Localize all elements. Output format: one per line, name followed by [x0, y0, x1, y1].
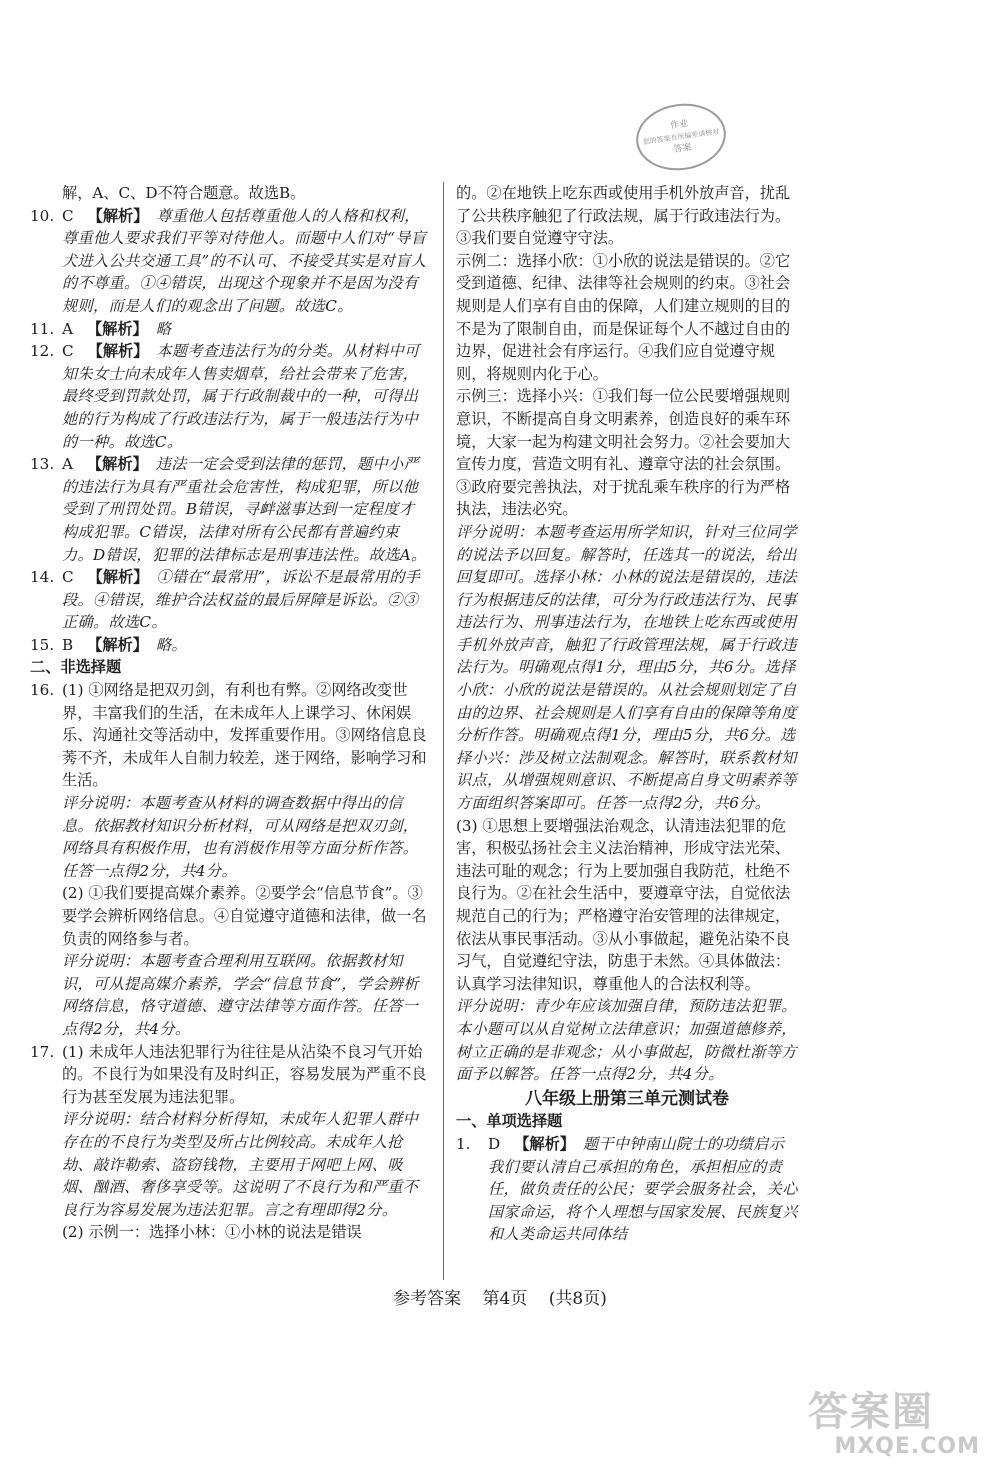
answer-q16	[30, 679, 428, 1041]
scoring-note-q17-3: 评分说明：青少年应该加强自律，预防违法犯罪。本小题可以从自觉树立法律意识；加强道德修养，树立正确的是非观念；从小事做起，防微杜渐等方面予以解答。任答一点得2分，共4分。	[456, 997, 797, 1084]
analysis-tag: 【解析】	[87, 568, 149, 587]
answer-part-1: (1) 未成年人违法犯罪行为往往是从沾染不良习气开始的。不良行为如果没有及时纠正，容易发展为严重不良行为甚至发展为违法犯罪。	[62, 1042, 427, 1106]
answer-unit3-q1	[456, 1133, 798, 1246]
analysis-tag: 【解析】	[87, 342, 149, 361]
analysis-tag: 【解析】	[86, 319, 148, 338]
analysis-text: 略。	[155, 635, 187, 654]
watermark-domain: MXQE.COM	[834, 1434, 980, 1459]
question-number: 13.	[30, 455, 55, 474]
homework-stamp	[632, 98, 730, 176]
question-number: 14.	[30, 568, 55, 587]
stamp-line-3: 答案	[673, 142, 693, 156]
analysis-tag: 【解析】	[514, 1134, 575, 1153]
site-watermark	[808, 1390, 988, 1468]
answer-part-2: (2) 示例一：选择小林：①小林的说法是错误	[62, 1223, 362, 1242]
example-2-text: 示例二：选择小欣：①小欣的说法是错误的。②它受到道德、纪律、法律等社会规则的约束。③社会规则是人们享有自由的保障，人们建立规则的目的不是为了限制自由，而是保证每个人不越过自由的边界，促进社会有序运行。④我们应自觉遵守规则，将规则内化于心。	[456, 251, 791, 383]
stamp-line-1: 作业	[669, 118, 689, 132]
question-number: 17.	[30, 1042, 55, 1061]
answer-q15	[30, 634, 428, 657]
footer-page-number: 第4页	[482, 1289, 528, 1309]
footer-total-pages: (共8页)	[548, 1289, 607, 1309]
answer-q13	[30, 453, 428, 566]
scoring-note-2: 评分说明：本题考查合理利用互联网。依据教材知识，可从提高媒介素养，学会“信息节食”，学会辨析网络信息，恪守道德、遵守法律等方面作答。任答一点得2分，共4分。	[62, 952, 419, 1038]
analysis-tag: 【解析】	[87, 635, 148, 654]
answer-q14	[30, 566, 428, 634]
answer-letter: C	[62, 206, 74, 225]
analysis-text: 尊重他人包括尊重他人的人格和权利，尊重他人要求我们平等对待他人。而题中人们对“导盲犬进入公共交通工具”的不认可、不接受其实是对盲人的不尊重。①④错误，出现这个现象并不是因为没有规则，而是人们的观念出了问题。故选C。	[62, 206, 427, 315]
answer-q17	[30, 1041, 428, 1244]
watermark-logo-text: 答案圈	[808, 1389, 934, 1435]
question-number: 1.	[456, 1134, 471, 1153]
analysis-text: ①错在“最常用”，诉讼不是最常用的手段。④错误，维护合法权益的最后屏障是诉讼。②③正确。故选C。	[62, 568, 421, 632]
analysis-tag: 【解析】	[87, 206, 149, 225]
stamp-line-2: 您的答案有所偏差请核对	[642, 127, 720, 147]
question-number: 10.	[30, 206, 55, 225]
answer-letter: C	[62, 342, 74, 361]
question-number: 15.	[30, 635, 55, 654]
column-divider	[443, 182, 444, 1280]
section-heading-single-choice: 一、单项选择题	[456, 1112, 563, 1131]
footer-label: 参考答案	[393, 1289, 462, 1309]
analysis-text: 题干中钟南山院士的功绩启示我们要认清自己承担的角色，承担相应的责任，做负责任的公民；要学会服务社会，关心国家命运，将个人理想与国家发展、民族复兴和人类命运共同体结	[488, 1134, 798, 1244]
example-2	[456, 250, 798, 386]
question-number: 12.	[30, 342, 55, 361]
answer-letter: B	[62, 635, 74, 654]
section-heading-non-choice: 二、非选择题	[30, 658, 122, 677]
scoring-note-1: 评分说明：本题考查从材料的调查数据中得出的信息。依据教材知识分析材料，可从网络是把双刃剑，网络具有积极作用，也有消极作用等方面分析作答。任答一点得2分，共4分。	[62, 794, 419, 880]
answer-letter: C	[62, 568, 74, 587]
question-number: 16.	[30, 681, 55, 700]
left-column	[30, 182, 428, 1244]
answer-letter: D	[488, 1134, 501, 1153]
page-footer	[0, 1284, 1000, 1309]
q9-continuation: 解，A、C、D不符合题意。故选B。	[62, 184, 306, 202]
analysis-text: 略	[155, 319, 172, 338]
analysis-text: 违法一定会受到法律的惩罚，题中小严的违法行为具有严重社会危害性，构成犯罪，所以他受到了刑罚处罚。B错误，寻衅滋事达到一定程度才构成犯罪。C错误，法律对所有公民都有普遍约束力。D错误，犯罪的法律标志是刑事违法性。故选A。	[62, 455, 427, 564]
answer-q12	[30, 340, 428, 453]
analysis-tag: 【解析】	[86, 455, 148, 474]
answer-q17-part-3: (3) ①思想上要增强法治观念，认清违法犯罪的危害，积极弘扬社会主义法治精神，形成守法光荣、违法可耻的观念；行为上要加强自我防范，杜绝不良行为。②在社会生活中，要遵章守法，自觉依法规范自己的行为；严格遵守治安管理的法律规定，依法从事民事活动。③从小事做起，避免沾染不良习气，自觉遵纪守法，防患于未然。④具体做法：认真学习法律知识，尊重他人的合法权利等。	[456, 816, 791, 993]
right-column	[456, 182, 798, 1246]
unit-test-title: 八年级上册第三单元测试卷	[525, 1088, 729, 1109]
question-number: 11.	[30, 319, 55, 338]
example-3: 示例三：选择小兴：①我们每一位公民要增强规则意识，不断提高自身文明素养，创造良好的乘车环境，大家一起为构建文明社会努力。②社会要加大宣传力度，营造文明有礼、遵章守法的社会氛围。③政府要完善执法，对于扰乱乘车秩序的行为严格执法，违法必究。	[456, 387, 791, 519]
answer-part-2: (2) ①我们要提高媒介素养。②要学会“信息节食”。③要学会辨析网络信息。④自觉遵守道德和法律，做一名负责的网络参与者。	[62, 884, 427, 948]
analysis-text: 本题考查违法行为的分类。从材料中可知朱女士向未成年人售卖烟草，给社会带来了危害，最终受到罚款处罚，属于行政制裁中的一种，可得出她的行为构成了行政违法行为，属于一般违法行为中的一种。故选C。	[62, 342, 420, 451]
answer-letter: A	[62, 455, 73, 474]
answer-q11	[30, 318, 428, 341]
example-1-continuation: 的。②在地铁上吃东西或使用手机外放声音，扰乱了公共秩序触犯了行政法规，属于行政违法行为。③我们要自觉遵守守法。	[456, 184, 791, 248]
scoring-note-1: 评分说明：结合材料分析得知，未成年人犯罪人群中存在的不良行为类型及所占比例较高。未成年人抢劫、敲诈勒索、盗窃钱物，主要用于网吧上网、吸烟、酗酒、奢侈享受等。这说明了不良行为和严重不良行为容易发展为违法犯罪。言之有理即得2分。	[62, 1110, 419, 1219]
answer-part-1: (1) ①网络是把双刃剑，有利也有弊。②网络改变世界，丰富我们的生活，在未成年人上课学习、休闲娱乐、沟通社交等活动中，发挥重要作用。③网络信息良莠不齐，未成年人自制力较差，迷于网络，影响学习和生活。	[62, 681, 427, 790]
answer-q10	[30, 205, 428, 318]
scoring-note-q17-2: 评分说明：本题考查运用所学知识，针对三位同学的说法予以回复。解答时，任选其一的说法，给出回复即可。选择小林：小林的说法是错误的，违法行为根据违反的法律，可分为行政违法行为、民事违法行为、刑事违法行为，在地铁上吃东西或使用手机外放声音，触犯了行政管理法规，属于行政违法行为。明确观点得1分，理由5分，共6分。选择小欣：小欣的说法是错误的。从社会规则划定了自由的边界、社会规则是人们享有自由的保障等角度分析作答。明确观点得1分，理由5分，共6分。选择小兴：涉及树立法制观念。解答时，联系教材知识点，从增强规则意识、不断提高自身文明素养等方面组织答案即可。任答一点得2分，共6分。	[456, 522, 797, 813]
answer-letter: A	[62, 319, 73, 338]
